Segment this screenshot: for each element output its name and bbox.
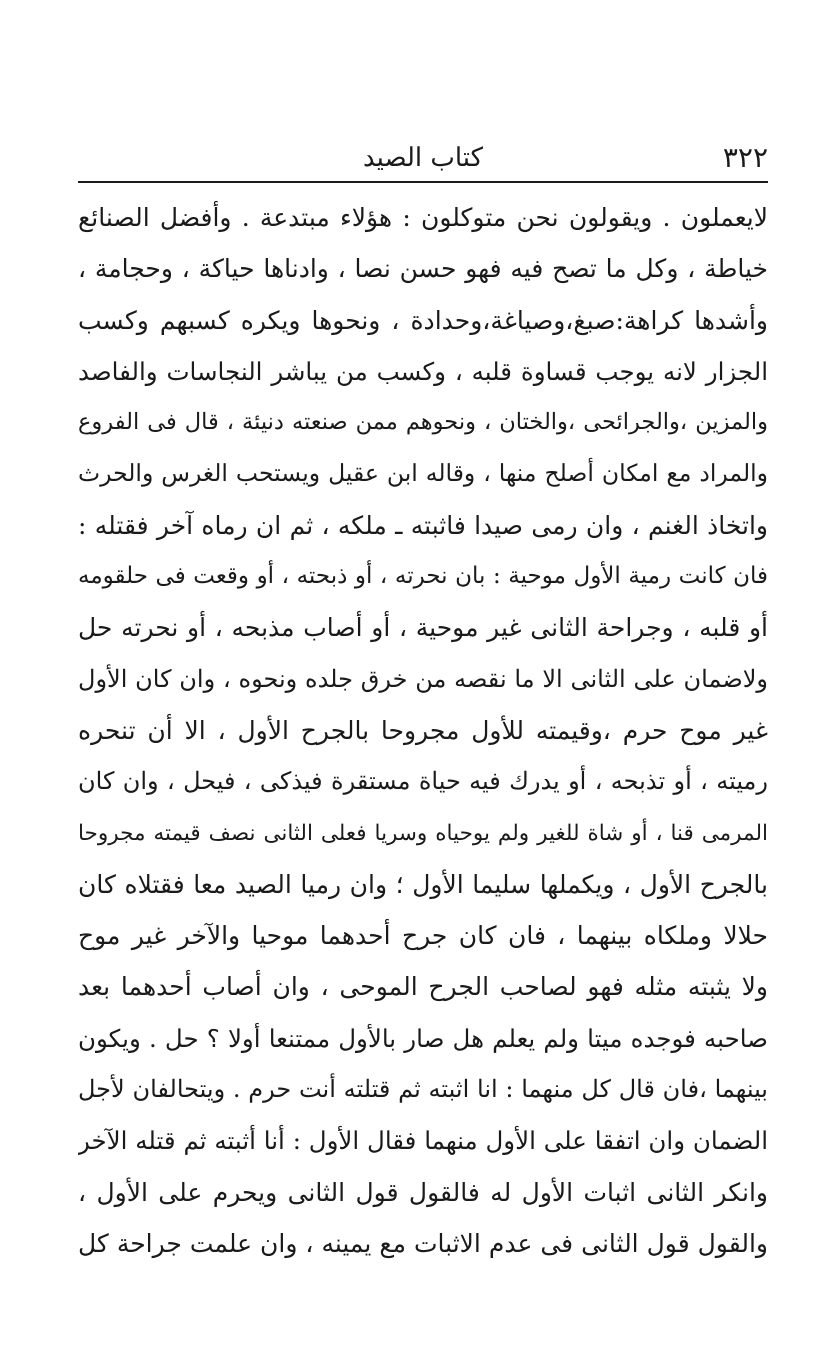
text-line: بينهما ،فان قال كل منهما : انا اثبته ثم قتلته أنت حرم . ويتحالفان لأجل: [78, 1075, 768, 1104]
text-line: خياطة ، وكل ما تصح فيه فهو حسن نصا ، وادناها حياكة ، وحجامة ،: [78, 254, 768, 284]
text-line: رميته ، أو تذبحه ، أو يدرك فيه حياة مستقرة فيذكى ، فيحل ، وان كان: [78, 767, 768, 796]
text-line: والمزين ،والجرائحى ،والختان ، ونحوهم ممن صنعته دنيئة ، قال فى الفروع: [78, 409, 768, 436]
text-line: وأشدها كراهة:صبغ،وصياغة،وحدادة ، ونحوها ويكره كسبهم وكسب: [78, 305, 768, 335]
text-line: لايعملون . ويقولون نحن متوكلون : هؤلاء مبتدعة . وأفضل الصنائع: [78, 203, 768, 232]
page-header: [78, 138, 768, 178]
text-line: غير موح حرم ،وقيمته للأول مجروحا بالجرح الأول ، الا أن تنحره: [78, 715, 768, 745]
text-line: واتخاذ الغنم ، وان رمى صيدا فاثبته ـ ملكه ، ثم ان رماه آخر فقتله :: [78, 510, 768, 540]
text-line: فان كانت رمية الأول موحية : بان نحرته ، أو ذبحته ، أو وقعت فى حلقومه: [78, 563, 768, 590]
text-line: المرمى قنا ، أو شاة للغير ولم يوحياه وسريا فعلى الثانى نصف قيمته مجروحا: [78, 820, 768, 846]
text-line: والقول قول الثانى فى عدم الاثبات مع يمينه ، وان علمت جراحة كل: [78, 1228, 768, 1258]
header-rule: [78, 181, 768, 183]
text-line: ولا يثبته مثله فهو لصاحب الجرح الموحى ، وان أصاب أحدهما بعد: [78, 972, 768, 1002]
page-number: ٣٢٢: [722, 141, 768, 174]
running-title: كتاب الصيد: [362, 143, 484, 173]
text-line: والمراد مع امكان أصلح منها ، وقاله ابن عقيل ويستحب الغرس والحرث: [78, 459, 768, 488]
body-text: [78, 192, 768, 1269]
text-line: حلالا وملكاه بينهما ، فان كان جرح أحدهما موحيا والآخر غير موح: [78, 921, 768, 951]
text-line: الضمان وان اتفقا على الأول منهما فقال الأول : أنا أثبته ثم قتله الآخر: [78, 1126, 768, 1156]
text-line: صاحبه فوجده ميتا ولم يعلم هل صار بالأول ممتنعا أولا ؟ حل . ويكون: [78, 1023, 768, 1053]
text-line: الجزار لانه يوجب قساوة قلبه ، وكسب من يباشر النجاسات والفاصد: [78, 356, 768, 386]
text-line: أو قلبه ، وجراحة الثانى غير موحية ، أو أصاب مذبحه ، أو نحرته حل: [78, 613, 768, 643]
text-line: وانكر الثانى اثبات الأول له فالقول قول الثانى ويحرم على الأول ،: [78, 1177, 768, 1207]
text-line: ولاضمان على الثانى الا ما نقصه من خرق جلده ونحوه ، وان كان الأول: [78, 664, 768, 693]
text-line: بالجرح الأول ، ويكملها سليما الأول ؛ وان رميا الصيد معا فقتلاه كان: [78, 869, 768, 899]
